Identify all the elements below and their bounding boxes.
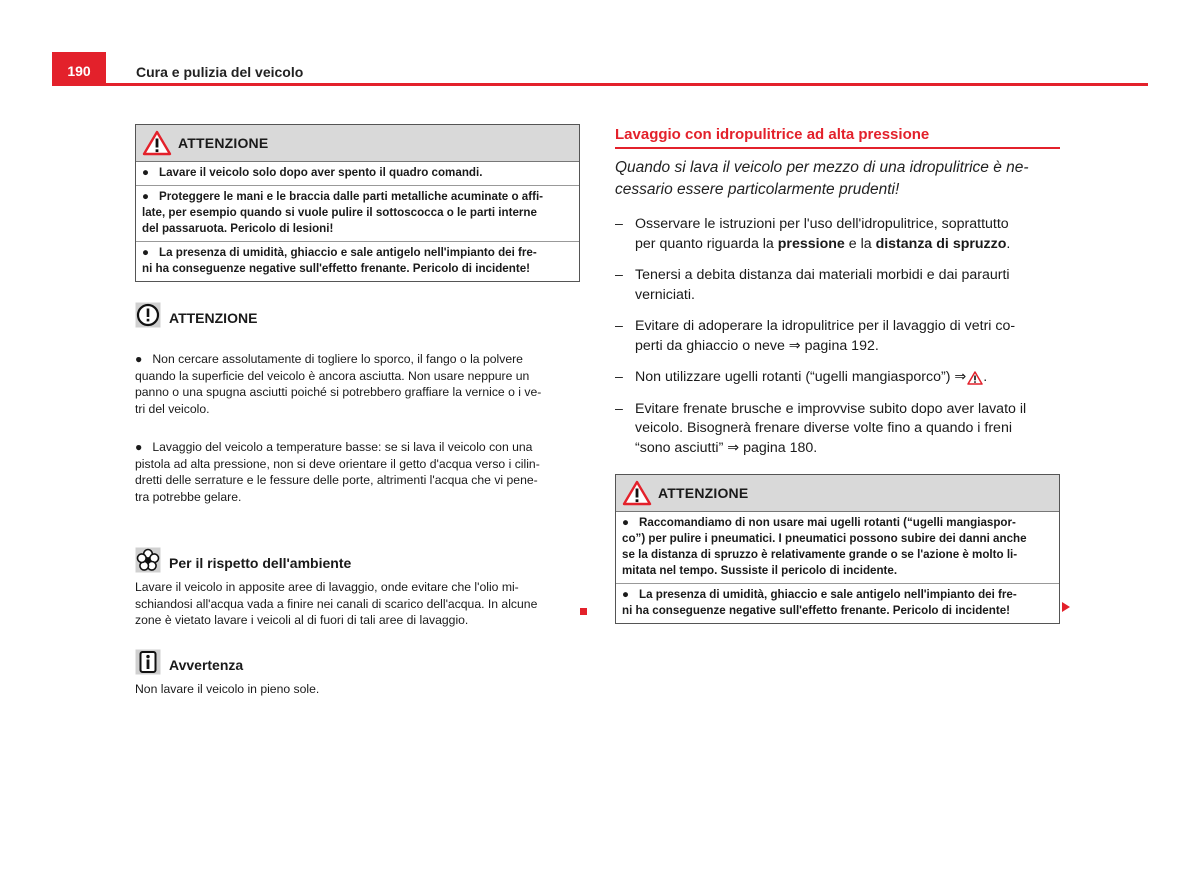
caution-label: ATTENZIONE: [169, 310, 258, 326]
warning-label: ATTENZIONE: [658, 485, 749, 501]
caution-block: [135, 300, 580, 527]
info-icon: [135, 649, 161, 675]
left-column: [135, 124, 580, 698]
caution-text: [135, 334, 580, 527]
lead-text: Quando si lava il veicolo per mezzo di una idropulitrice è ne- cessario essere particolarmente prudenti!: [615, 159, 1029, 198]
step-item: – Tenersi a debita distanza dai materiali morbidi e dai paraurti verniciati.: [615, 267, 1010, 303]
environment-label: Per il rispetto dell'ambiente: [169, 554, 352, 571]
caution-item: ● Lavaggio del veicolo a temperature basse: se si lava il veicolo con una pistola ad alta pressione, non si deve orientare il getto d'acqua verso i cilin- dretti delle serrature e le fessure delle porte, altrimenti l'acqua che vi pene- tra potrebbe gelare.: [135, 439, 540, 505]
warning-item: ● Raccomandiamo di non usare mai ugelli rotanti (“ugelli mangiaspor- co”) per pulire i pneumatici. I pneumatici possono subire dei danni anche se la distanza di spruzzo è relativamente grande o se l'azione è molto li- mitata nel tempo. Sussiste il pericolo di incidente.: [616, 512, 1059, 584]
warning-header: [136, 125, 579, 162]
chapter-title: Cura e pulizia del veicolo: [136, 64, 304, 80]
header-rule: [52, 83, 1148, 86]
environment-block: [135, 545, 580, 629]
note-block: [135, 647, 580, 698]
step-item: – Evitare di adoperare la idropulitrice per il lavaggio di vetri co- perti da ghiaccio o neve ⇒ pagina 192.: [615, 318, 1016, 354]
warning-header: [616, 475, 1059, 512]
step-item: – Osservare le istruzioni per l'uso dell'idropulitrice, soprattutto per quanto riguarda la pressione e la distanza di spruzzo.: [615, 216, 1011, 252]
warning-box-nozzles: [615, 474, 1060, 624]
step-item: – Non utilizzare ugelli rotanti (“ugelli mangiasporco”) ⇒ .: [615, 369, 988, 385]
note-header: [135, 647, 580, 677]
environment-header: [135, 545, 580, 575]
environment-text: Lavare il veicolo in apposite aree di lavaggio, onde evitare che l'olio mi- schiandosi all'acqua vada a finire nei canali di scarico dell'acqua. In alcune zone è vietato lavare i veicoli al di fuori di tali aree di lavaggio.: [135, 579, 538, 628]
section-title: Lavaggio con idropulitrice ad alta pressione: [615, 126, 1060, 149]
warning-item: ● La presenza di umidità, ghiaccio e sale antigelo nell'impianto dei fre- ni ha conseguenze negative sull'effetto frenante. Pericolo di incidente!: [622, 588, 1017, 617]
warning-item: ● Proteggere le mani e le braccia dalle parti metalliche acuminate o affi- late, per esempio quando si vuole pulire il sottoscocca o le parti interne del passaruota. Pericolo di lesioni!: [136, 186, 579, 242]
flower-icon: [135, 547, 161, 573]
page-header: [52, 52, 1148, 86]
caution-header: [135, 300, 580, 330]
caution-item: ● Non cercare assolutamente di togliere lo sporco, il fango o la polvere quando la superficie del veicolo è ancora asciutta. Non usare neppure un panno o una spugna asciutti poiché si potrebbero graffiare la vernice o i ve- tri del veicolo.: [135, 351, 542, 417]
warning-label: ATTENZIONE: [178, 135, 269, 151]
warning-item: ● La presenza di umidità, ghiaccio e sale antigelo nell'impianto dei fre- ni ha conseguenze negative sull'effetto frenante. Pericolo di incidente!: [142, 246, 537, 275]
right-column: [615, 124, 1060, 624]
page-number: 190: [52, 52, 106, 86]
warning-box-safety: [135, 124, 580, 282]
continue-arrow-icon: [1062, 602, 1070, 612]
note-text: Non lavare il veicolo in pieno sole.: [135, 682, 320, 697]
warning-item: ● Lavare il veicolo solo dopo aver spento il quadro comandi.: [136, 162, 579, 186]
warning-triangle-icon: [622, 480, 652, 506]
note-label: Avvertenza: [169, 657, 244, 674]
warning-triangle-icon: [967, 371, 983, 385]
step-item: – Evitare frenate brusche e improvvise subito dopo aver lavato il veicolo. Bisognerà frenare diverse volte fino a quando i freni “sono asciutti” ⇒ pagina 180.: [615, 400, 1027, 456]
warning-triangle-icon: [142, 130, 172, 156]
exclamation-circle-icon: [135, 302, 161, 328]
section-end-marker: [580, 608, 587, 615]
